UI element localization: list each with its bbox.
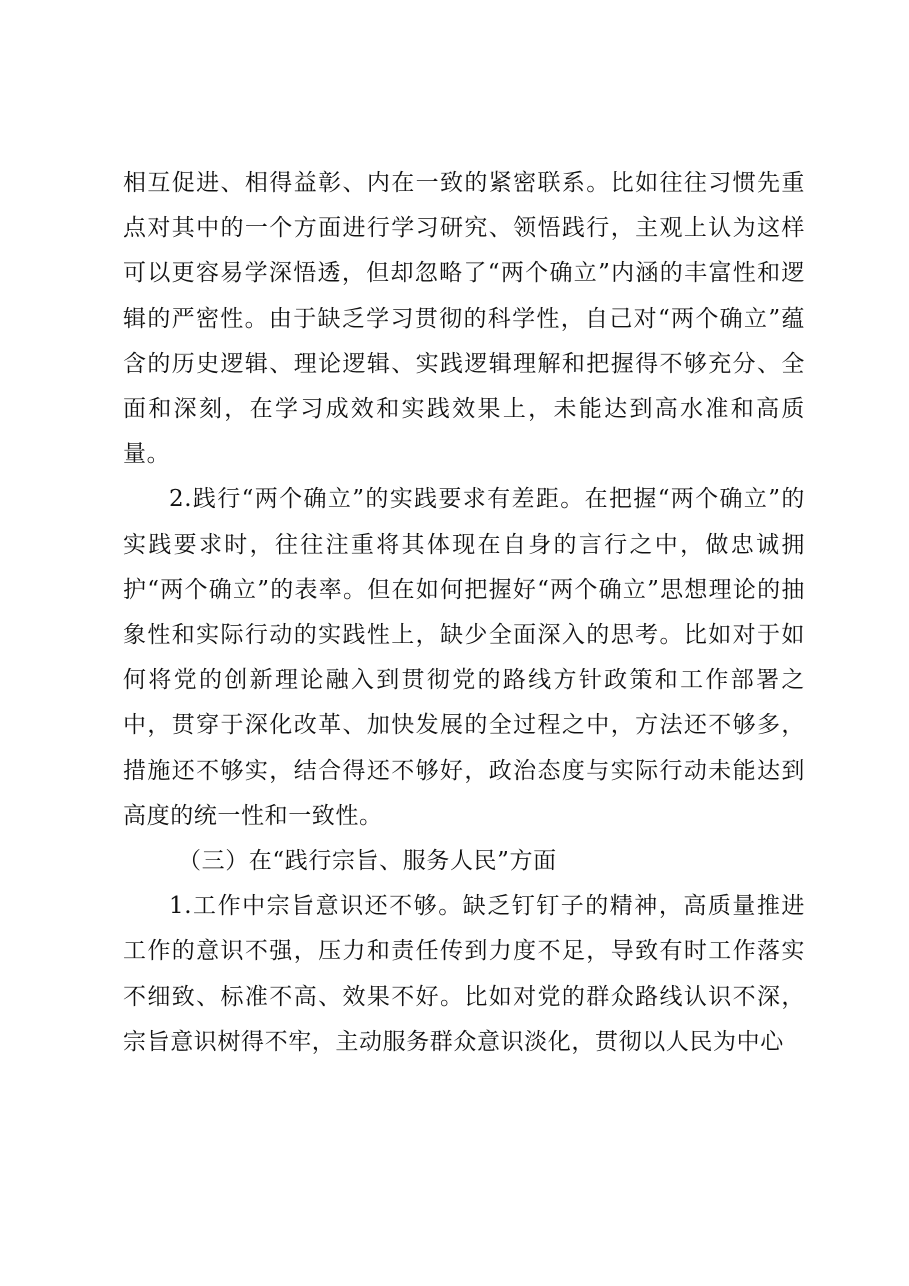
section-heading: （三）在“践行宗旨、服务人民”方面 [178, 848, 557, 875]
body-paragraph-purpose: 1.工作中宗旨意识还不够。缺乏钉钉子的精神，高质量推进工作的意识不强，压力和责任传到力度不足，导致有时工作落实不细致、标准不高、效果不好。比如对党的群众路线认识不深，宗旨意识树得不牢，主动服务群众意识淡化，贯彻以人民为中心 [123, 893, 805, 1055]
document-body [123, 161, 805, 1065]
body-paragraph-practice-gap: 2.践行“两个确立”的实践要求有差距。在把握“两个确立”的实践要求时，往往注重将其体现在自身的言行之中，做忠诚拥护“两个确立”的表率。但在如何把握好“两个确立”思想理论的抽象性和实际行动的实践性上，缺少全面深入的思考。比如对于如何将党的创新理论融入到贯彻党的路线方针政策和工作部署之中，贯穿于深化改革、加快发展的全过程之中，方法还不够多，措施还不够实，结合得还不够好，政治态度与实际行动未能达到高度的统一性和一致性。 [123, 486, 805, 829]
body-paragraph-continued: 相互促进、相得益彰、内在一致的紧密联系。比如往往习惯先重点对其中的一个方面进行学习研究、领悟践行，主观上认为这样可以更容易学深悟透，但却忽略了“两个确立”内涵的丰富性和逻辑的严密性。由于缺乏学习贯彻的科学性，自己对“两个确立”蕴含的历史逻辑、理论逻辑、实践逻辑理解和把握得不够充分、全面和深刻，在学习成效和实践效果上，未能达到高水准和高质量。 [123, 170, 805, 468]
